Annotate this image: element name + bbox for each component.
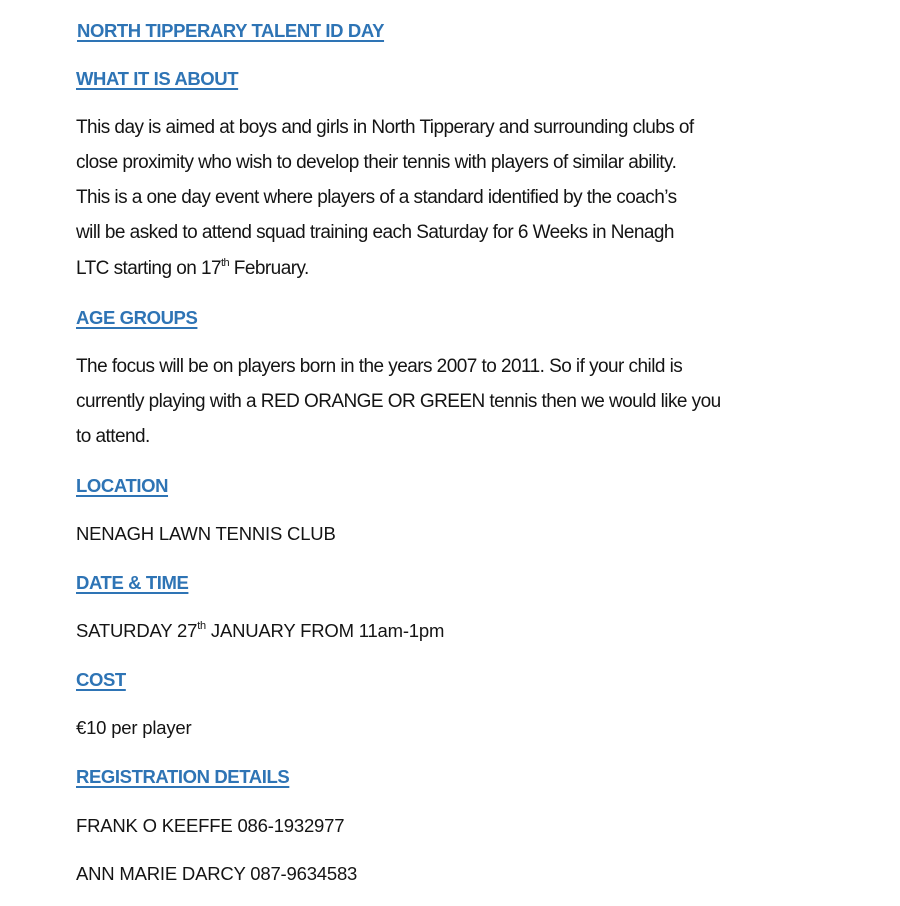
about-text: February.: [229, 258, 309, 279]
section-heading-cost: COST: [76, 669, 126, 690]
document-title: NORTH TIPPERARY TALENT ID DAY: [77, 20, 385, 41]
about-line-last: [76, 257, 309, 281]
ordinal-suffix: th: [197, 619, 206, 632]
date-text: SATURDAY 27: [76, 620, 198, 641]
section-heading-location: LOCATION: [76, 475, 169, 496]
age-groups-line: The focus will be on players born in the years 2007 to 2011. So if your child is: [76, 356, 683, 377]
location-value: NENAGH LAWN TENNIS CLUB: [76, 523, 336, 544]
section-heading-date-time: DATE & TIME: [76, 572, 189, 593]
registration-contact: FRANK O KEEFFE 086-1932977: [76, 815, 345, 836]
date-text: JANUARY FROM 11am-1pm: [205, 620, 445, 641]
section-heading-registration: REGISTRATION DETAILS: [76, 766, 290, 787]
about-text: LTC starting on 17: [76, 258, 221, 279]
about-line: close proximity who wish to develop their tennis with players of similar ability.: [76, 152, 677, 173]
section-heading-about: WHAT IT IS ABOUT: [76, 68, 239, 89]
registration-contact: ANN MARIE DARCY 087-9634583: [76, 863, 358, 884]
section-heading-age-groups: AGE GROUPS: [76, 307, 198, 328]
age-groups-line: currently playing with a RED ORANGE OR GREEN tennis then we would like you: [76, 391, 721, 412]
about-line: This day is aimed at boys and girls in North Tipperary and surrounding clubs of: [76, 117, 694, 138]
about-line: will be asked to attend squad training each Saturday for 6 Weeks in Nenagh: [76, 222, 674, 243]
date-time-value: [76, 619, 444, 643]
cost-value: €10 per player: [76, 717, 192, 738]
about-line: This is a one day event where players of a standard identified by the coach’s: [76, 187, 677, 208]
age-groups-line: to attend.: [76, 426, 150, 447]
ordinal-suffix: th: [221, 256, 230, 269]
